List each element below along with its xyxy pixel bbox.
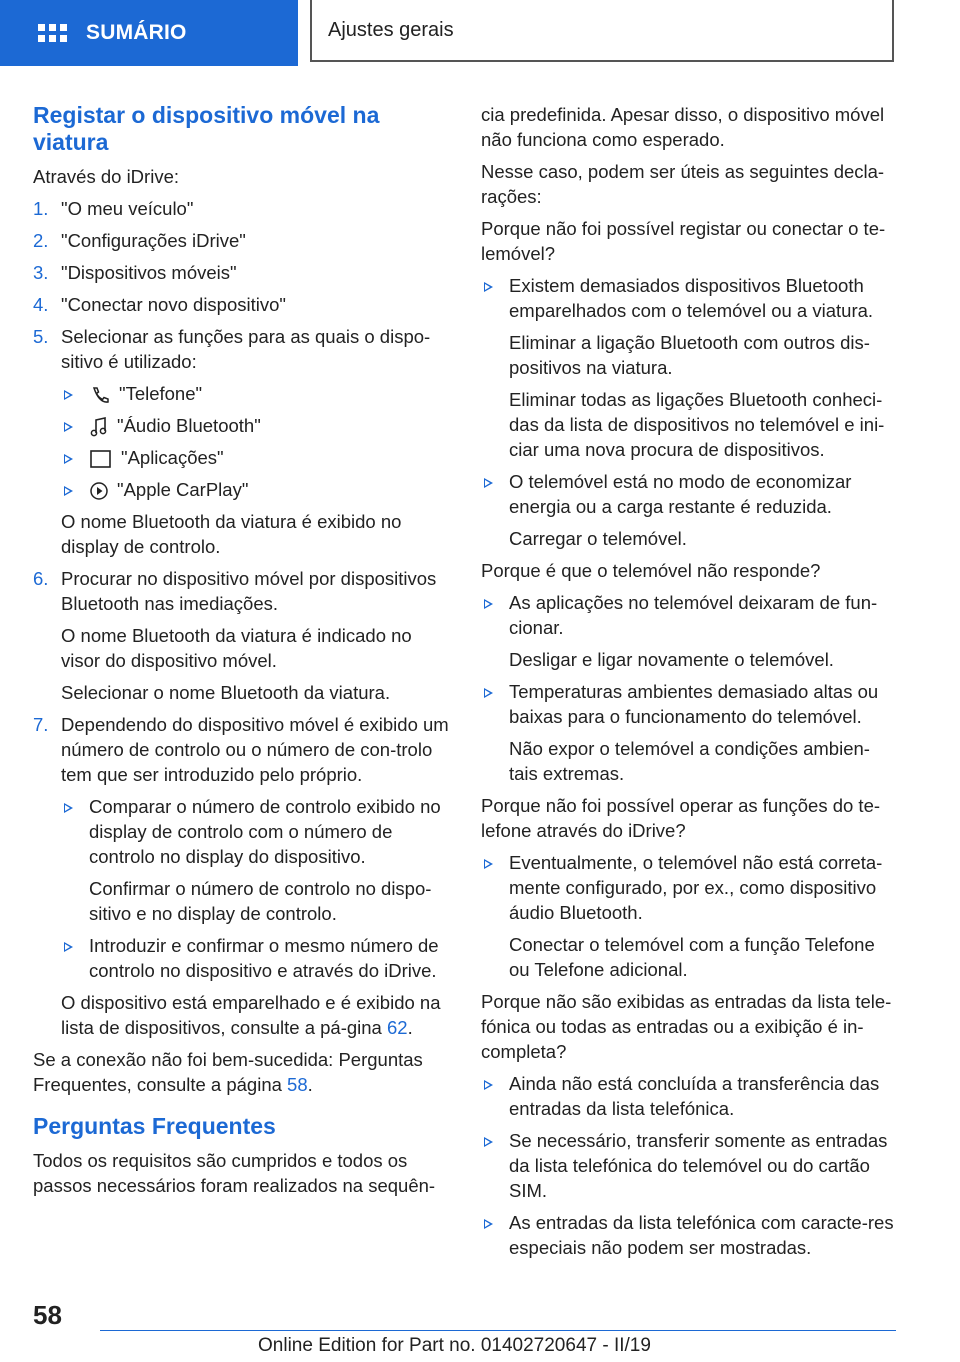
step-item	[33, 228, 449, 253]
phone-icon	[89, 385, 111, 405]
answer-note: Conectar o telemóvel com a função Telefone ou Telefone adicional.	[509, 934, 875, 980]
left-column	[33, 102, 449, 1205]
step-number: 4.	[33, 294, 49, 315]
section-title: Ajustes gerais	[328, 18, 454, 41]
faq-question: Porque não foi possível registar ou conectar o te-lemóvel?	[481, 218, 886, 264]
step-text: "Dispositivos móveis"	[61, 262, 237, 283]
answer-item	[481, 1071, 897, 1121]
bullet-triangle-icon	[484, 1080, 493, 1090]
faq-intro-continued: cia predefinida. Apesar disso, o dispositivo móvel não funciona como esperado.	[481, 104, 885, 150]
page-link-62[interactable]: 62	[387, 1017, 408, 1039]
step-text: Selecionar as funções para as quais o dispo-sitivo é utilizado:	[61, 326, 431, 372]
answer-item	[481, 469, 897, 519]
step-item	[33, 324, 449, 374]
carplay-icon	[89, 481, 109, 501]
apps-icon	[89, 449, 113, 469]
answer-item	[481, 1210, 897, 1260]
answer-text: As aplicações no telemóvel deixaram de fun-cionar.	[509, 592, 878, 638]
intro-text: Através do iDrive:	[33, 166, 179, 187]
paragraph: Nesse caso, podem ser úteis as seguintes decla-rações:	[481, 161, 885, 207]
answer-note: Desligar e ligar novamente o telemóvel.	[509, 649, 834, 670]
answer-text: Ainda não está concluída a transferência das entradas da lista telefónica.	[509, 1073, 880, 1119]
option-item	[61, 381, 449, 406]
step-text: Dependendo do dispositivo móvel é exibido um número de controlo ou o número de con-trolo tem que ser introduzido pelo próprio.	[61, 714, 449, 786]
step-number: 5.	[33, 326, 49, 347]
summary-button[interactable]	[0, 0, 298, 66]
bullet-triangle-icon	[484, 859, 493, 869]
fail-text-end: .	[307, 1074, 313, 1096]
faq-question: Porque não foi possível operar as funções do te-lefone através do iDrive?	[481, 795, 881, 841]
answer-note: Eliminar todas as ligações Bluetooth conheci-das da lista de dispositivos no telemóvel e ini-ciar uma nova procura de dispositivos.	[509, 389, 885, 460]
answer-note: Eliminar a ligação Bluetooth com outros dis-positivos na viatura.	[509, 332, 870, 378]
faq-question: Porque é que o telemóvel não responde?	[481, 560, 821, 581]
step-text: "O meu veículo"	[61, 198, 194, 219]
page-header	[0, 0, 960, 66]
note-end: .	[407, 1017, 413, 1039]
step-item	[33, 260, 449, 285]
bullet-triangle-icon	[484, 1219, 493, 1229]
option-text: "Áudio Bluetooth"	[117, 415, 261, 436]
step-number: 3.	[33, 262, 49, 283]
answer-text: As entradas da lista telefónica com caracte-res especiais não podem ser mostradas.	[509, 1212, 894, 1258]
bullet-triangle-icon	[484, 688, 493, 698]
option-item	[61, 445, 449, 470]
step-number: 6.	[33, 568, 49, 590]
fail-text-body: Se a conexão não foi bem-sucedida: Perguntas Frequentes, consulte a página	[33, 1049, 423, 1096]
bullet-item	[61, 794, 449, 869]
answer-text: Existem demasiados dispositivos Bluetooth emparelhados com o telemóvel ou a viatura.	[509, 275, 874, 321]
answer-text: Temperaturas ambientes demasiado altas ou baixas para o funcionamento do telemóvel.	[509, 681, 879, 727]
answer-item	[481, 1128, 897, 1203]
page-link-58[interactable]: 58	[287, 1074, 308, 1096]
section-tab[interactable]	[310, 0, 894, 62]
answer-item	[481, 850, 897, 925]
option-text: "Aplicações"	[121, 447, 224, 469]
grid-menu-icon	[38, 24, 67, 42]
option-text: "Apple CarPlay"	[117, 479, 249, 501]
answer-item	[481, 590, 897, 640]
faq-intro: Todos os requisitos são cumpridos e todos os passos necessários foram realizados na sequên-	[33, 1150, 436, 1197]
option-item	[61, 413, 449, 438]
music-note-icon	[89, 416, 109, 438]
bullet-note: Confirmar o número de controlo no dispo-sitivo e no display de controlo.	[89, 878, 432, 925]
answer-note: Carregar o telemóvel.	[509, 528, 687, 549]
bullet-triangle-icon	[64, 454, 73, 464]
step-text: Procurar no dispositivo móvel por dispositivos Bluetooth nas imediações.	[61, 568, 437, 615]
bullet-triangle-icon	[484, 478, 493, 488]
bullet-triangle-icon	[484, 282, 493, 292]
bullet-triangle-icon	[484, 1137, 493, 1147]
answer-item	[481, 679, 897, 729]
footer-edition: Online Edition for Part no. 01402720647 - II/19	[258, 1335, 651, 1356]
fail-text	[33, 1047, 449, 1097]
step-item	[33, 196, 449, 221]
step-note: O nome Bluetooth da viatura é indicado no visor do dispositivo móvel.	[61, 625, 412, 672]
bullet-triangle-icon	[64, 486, 73, 496]
note-text: O dispositivo está emparelhado e é exibido na lista de dispositivos, consulte a pá-gina	[61, 992, 441, 1039]
bullet-triangle-icon	[484, 599, 493, 609]
answer-text: Eventualmente, o telemóvel não está correta-mente configurado, por ex., como dispositivo áudio Bluetooth.	[509, 852, 883, 923]
step-number: 7.	[33, 714, 49, 736]
bullet-triangle-icon	[64, 390, 73, 400]
right-column	[481, 102, 897, 1267]
bullet-item	[61, 933, 449, 983]
step-number: 2.	[33, 230, 49, 251]
step-text: "Conectar novo dispositivo"	[61, 294, 286, 315]
answer-text: O telemóvel está no modo de economizar energia ou a carga restante é reduzida.	[509, 471, 852, 517]
step-item	[33, 566, 449, 616]
option-text: "Telefone"	[119, 383, 203, 404]
bullet-text: Introduzir e confirmar o mesmo número de controlo no dispositivo e através do iDrive.	[89, 935, 439, 982]
bullet-text: Comparar o número de controlo exibido no display de controlo com o número de controlo no display do dispositivo.	[89, 796, 441, 868]
summary-label: SUMÁRIO	[86, 21, 187, 44]
step-item	[33, 292, 449, 317]
section-heading: Registar o dispositivo móvel na viatura	[33, 102, 380, 155]
answer-text: Se necessário, transferir somente as entradas da lista telefónica do telemóvel ou do cartão SIM.	[509, 1130, 888, 1201]
step-note	[61, 990, 449, 1040]
bullet-triangle-icon	[64, 942, 73, 952]
step-text: "Configurações iDrive"	[61, 230, 246, 251]
faq-question: Porque não são exibidas as entradas da lista tele-fónica ou todas as entradas ou a exibição é in-completa?	[481, 991, 892, 1062]
faq-heading: Perguntas Frequentes	[33, 1113, 276, 1140]
step-number: 1.	[33, 198, 49, 219]
step-item	[33, 712, 449, 787]
page-number: 58	[33, 1300, 62, 1330]
footer-divider	[100, 1330, 896, 1331]
step-note: Selecionar o nome Bluetooth da viatura.	[61, 682, 391, 704]
answer-item	[481, 273, 897, 323]
step-note: O nome Bluetooth da viatura é exibido no display de controlo.	[61, 511, 402, 558]
bullet-triangle-icon	[64, 422, 73, 432]
option-item	[61, 477, 449, 502]
bullet-triangle-icon	[64, 803, 73, 813]
answer-note: Não expor o telemóvel a condições ambien-tais extremas.	[509, 738, 870, 784]
